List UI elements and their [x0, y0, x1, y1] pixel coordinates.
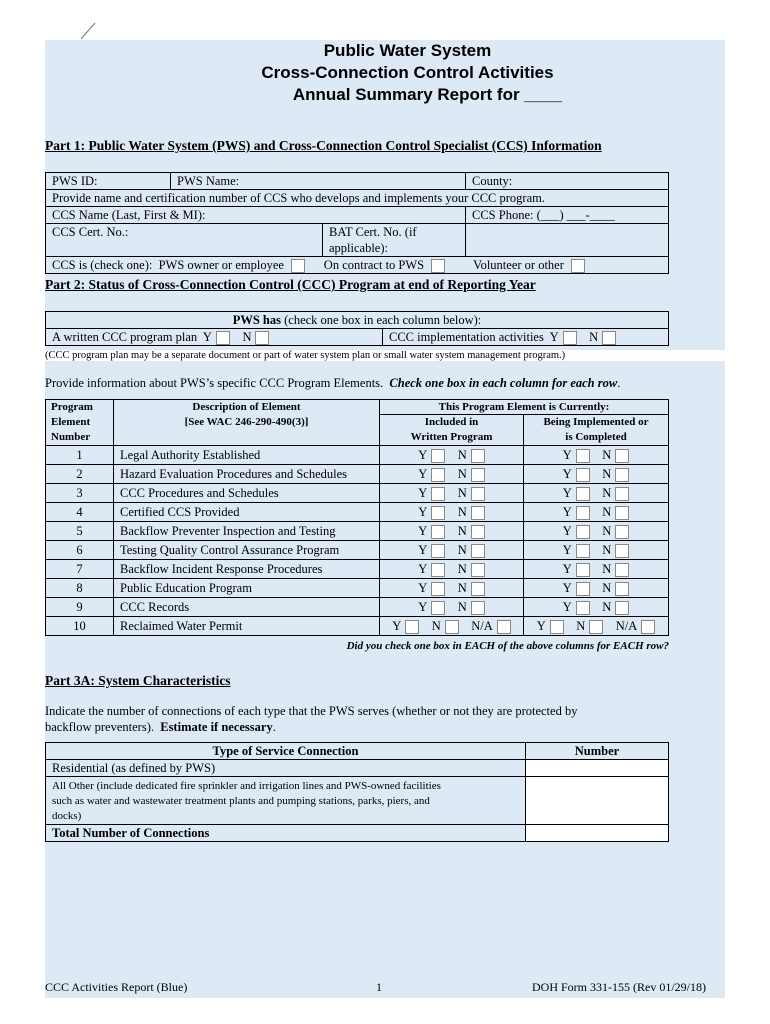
included-yes-checkbox[interactable]	[405, 620, 419, 634]
element-row	[46, 560, 669, 579]
col-number-header: Number	[526, 743, 669, 760]
element-row	[46, 617, 669, 636]
included-no-checkbox[interactable]	[445, 620, 459, 634]
ccs-name-field[interactable]: CCS Name (Last, First & MI):	[46, 207, 466, 224]
col-being-header: Being Implemented or is Completed	[524, 415, 669, 446]
pws-has-table	[45, 311, 669, 346]
included-cell: Y N	[380, 522, 524, 541]
being-cell: Y N N/A	[524, 617, 669, 636]
opt-owner-label: PWS owner or employee	[158, 258, 284, 272]
included-yes-checkbox[interactable]	[431, 563, 445, 577]
pws-id-field[interactable]: PWS ID:	[46, 173, 171, 190]
all-other-label: All Other (include dedicated fire sprinkler and irrigation lines and PWS-owned facilities such as water and wastewater treatment plants and pumping stations, parks, piers, and docks)	[46, 777, 526, 825]
plan-yes-checkbox[interactable]	[216, 331, 230, 345]
included-no-checkbox[interactable]	[471, 525, 485, 539]
impl-no-checkbox[interactable]	[602, 331, 616, 345]
part2-heading: Part 2: Status of Cross-Connection Control (CCC) Program at end of Reporting Year	[45, 277, 536, 292]
element-number: 1	[46, 446, 114, 465]
part3a-intro-2: backflow preventers). Estimate if necessary.	[45, 720, 276, 734]
part1-table	[45, 172, 669, 274]
ccs-phone-field[interactable]: CCS Phone: (___) ___-____	[466, 207, 669, 224]
included-no-checkbox[interactable]	[471, 601, 485, 615]
being-no-checkbox[interactable]	[589, 620, 603, 634]
ccs-is-row: CCS is (check one): PWS owner or employee On contract to PWS Volunteer or other	[46, 257, 669, 274]
included-cell: Y N	[380, 446, 524, 465]
being-no-checkbox[interactable]	[615, 525, 629, 539]
element-description: Hazard Evaluation Procedures and Schedules	[114, 465, 380, 484]
being-yes-checkbox[interactable]	[576, 487, 590, 501]
being-no-checkbox[interactable]	[615, 601, 629, 615]
footer-right: DOH Form 331-155 (Rev 01/29/18)	[532, 980, 706, 994]
being-no-checkbox[interactable]	[615, 468, 629, 482]
element-row	[46, 579, 669, 598]
included-cell: Y N	[380, 465, 524, 484]
included-no-checkbox[interactable]	[471, 582, 485, 596]
col-included-header: Included in Written Program	[380, 415, 524, 446]
col-desc-header: Description of Element [See WAC 246-290-490(3)]	[114, 400, 380, 446]
included-no-checkbox[interactable]	[471, 544, 485, 558]
included-cell: Y N	[380, 541, 524, 560]
element-row	[46, 598, 669, 617]
being-no-checkbox[interactable]	[615, 449, 629, 463]
element-row	[46, 484, 669, 503]
provide-info-text: Provide information about PWS’s specific CCC Program Elements. Check one box in each column for each row.	[45, 376, 621, 390]
included-yes-checkbox[interactable]	[431, 506, 445, 520]
footer-left: CCC Activities Report (Blue)	[45, 980, 188, 994]
element-description: Backflow Incident Response Procedures	[114, 560, 380, 579]
element-number: 9	[46, 598, 114, 617]
bat-cert-field[interactable]: BAT Cert. No. (if applicable):	[328, 225, 417, 255]
provide-ccs-text: Provide name and certification number of CCS who develops and implements your CCC program.	[46, 190, 669, 207]
contract-checkbox[interactable]	[431, 259, 445, 273]
element-description: Certified CCS Provided	[114, 503, 380, 522]
element-number: 3	[46, 484, 114, 503]
implementation-cell: CCC implementation activities Y N	[383, 329, 669, 346]
element-description: Backflow Preventer Inspection and Testing	[114, 522, 380, 541]
plan-note: (CCC program plan may be a separate document or part of water system plan or small water system management program.)	[45, 350, 770, 361]
part1-heading: Part 1: Public Water System (PWS) and Cross-Connection Control Specialist (CCS) Information	[45, 138, 602, 153]
element-number: 6	[46, 541, 114, 560]
being-cell: Y N	[524, 484, 669, 503]
owner-checkbox[interactable]	[291, 259, 305, 273]
element-description: Testing Quality Control Assurance Program	[114, 541, 380, 560]
being-yes-checkbox[interactable]	[576, 525, 590, 539]
being-cell: Y N	[524, 446, 669, 465]
total-label: Total Number of Connections	[46, 825, 526, 842]
element-number: 8	[46, 579, 114, 598]
pen-mark-icon	[80, 22, 96, 40]
included-cell: Y N	[380, 579, 524, 598]
title-line-3: Annual Summary Report for ____	[292, 85, 563, 104]
all-other-number-field[interactable]	[526, 777, 669, 825]
county-field[interactable]: County:	[466, 173, 669, 190]
written-plan-cell: A written CCC program plan Y N	[46, 329, 383, 346]
being-yes-checkbox[interactable]	[576, 468, 590, 482]
being-yes-checkbox[interactable]	[576, 449, 590, 463]
element-row	[46, 503, 669, 522]
element-description: CCC Records	[114, 598, 380, 617]
element-description: Public Education Program	[114, 579, 380, 598]
element-number: 2	[46, 465, 114, 484]
being-cell: Y N	[524, 503, 669, 522]
opt-volunteer-label: Volunteer or other	[473, 258, 564, 272]
being-yes-checkbox[interactable]	[576, 544, 590, 558]
being-cell: Y N	[524, 465, 669, 484]
part3a-intro-1: Indicate the number of connections of each type that the PWS serves (whether or not they are protected by	[45, 704, 578, 718]
included-yes-checkbox[interactable]	[431, 544, 445, 558]
elements-table	[45, 399, 669, 636]
included-cell: Y N	[380, 503, 524, 522]
cert-row	[46, 224, 466, 257]
being-no-checkbox[interactable]	[615, 544, 629, 558]
element-description: Reclaimed Water Permit	[114, 617, 380, 636]
volunteer-checkbox[interactable]	[571, 259, 585, 273]
included-no-checkbox[interactable]	[471, 506, 485, 520]
included-cell: Y N	[380, 484, 524, 503]
being-no-checkbox[interactable]	[615, 506, 629, 520]
being-yes-checkbox[interactable]	[576, 506, 590, 520]
title-line-2: Cross-Connection Control Activities	[261, 63, 554, 82]
title-line-1: Public Water System	[323, 41, 492, 60]
being-cell: Y N	[524, 541, 669, 560]
included-yes-checkbox[interactable]	[431, 468, 445, 482]
element-number: 7	[46, 560, 114, 579]
col-current-header: This Program Element is Currently:	[380, 400, 669, 415]
included-yes-checkbox[interactable]	[431, 601, 445, 615]
being-no-checkbox[interactable]	[615, 582, 629, 596]
included-yes-checkbox[interactable]	[431, 582, 445, 596]
residential-number-field[interactable]	[526, 760, 669, 777]
being-cell: Y N	[524, 579, 669, 598]
being-cell: Y N	[524, 522, 669, 541]
being-no-checkbox[interactable]	[615, 487, 629, 501]
impl-yes-checkbox[interactable]	[563, 331, 577, 345]
included-yes-checkbox[interactable]	[431, 449, 445, 463]
being-cell: Y N	[524, 560, 669, 579]
element-description: CCC Procedures and Schedules	[114, 484, 380, 503]
opt-contract-label: On contract to PWS	[323, 258, 425, 272]
total-number-field[interactable]	[526, 825, 669, 842]
connections-table	[45, 742, 669, 842]
being-yes-checkbox[interactable]	[576, 601, 590, 615]
col-type-header: Type of Service Connection	[46, 743, 526, 760]
included-no-checkbox[interactable]	[471, 468, 485, 482]
plan-no-checkbox[interactable]	[255, 331, 269, 345]
element-number: 4	[46, 503, 114, 522]
included-cell: Y N	[380, 598, 524, 617]
element-row	[46, 446, 669, 465]
col-program-header: Program Element Number	[46, 400, 114, 446]
pws-has-header: PWS has (check one box in each column below):	[46, 312, 669, 329]
included-yes-checkbox[interactable]	[431, 487, 445, 501]
being-yes-checkbox[interactable]	[576, 582, 590, 596]
being-na-checkbox[interactable]	[641, 620, 655, 634]
element-number: 10	[46, 617, 114, 636]
being-yes-checkbox[interactable]	[576, 563, 590, 577]
element-row	[46, 522, 669, 541]
included-no-checkbox[interactable]	[471, 449, 485, 463]
included-no-checkbox[interactable]	[471, 487, 485, 501]
check-question: Did you check one box in EACH of the above columns for EACH row?	[346, 640, 669, 652]
being-no-checkbox[interactable]	[615, 563, 629, 577]
element-number: 5	[46, 522, 114, 541]
being-yes-checkbox[interactable]	[550, 620, 564, 634]
being-cell: Y N	[524, 598, 669, 617]
page-number: 1	[376, 980, 382, 994]
included-no-checkbox[interactable]	[471, 563, 485, 577]
included-cell: Y N	[380, 560, 524, 579]
residential-label: Residential (as defined by PWS)	[46, 760, 526, 777]
included-cell: Y N N/A	[380, 617, 524, 636]
ccs-cert-field[interactable]: CCS Cert. No.:	[46, 224, 323, 256]
element-row	[46, 465, 669, 484]
included-na-checkbox[interactable]	[497, 620, 511, 634]
part3a-heading: Part 3A: System Characteristics	[45, 673, 231, 688]
included-yes-checkbox[interactable]	[431, 525, 445, 539]
element-row	[46, 541, 669, 560]
pws-name-field[interactable]: PWS Name:	[171, 173, 466, 190]
element-description: Legal Authority Established	[114, 446, 380, 465]
